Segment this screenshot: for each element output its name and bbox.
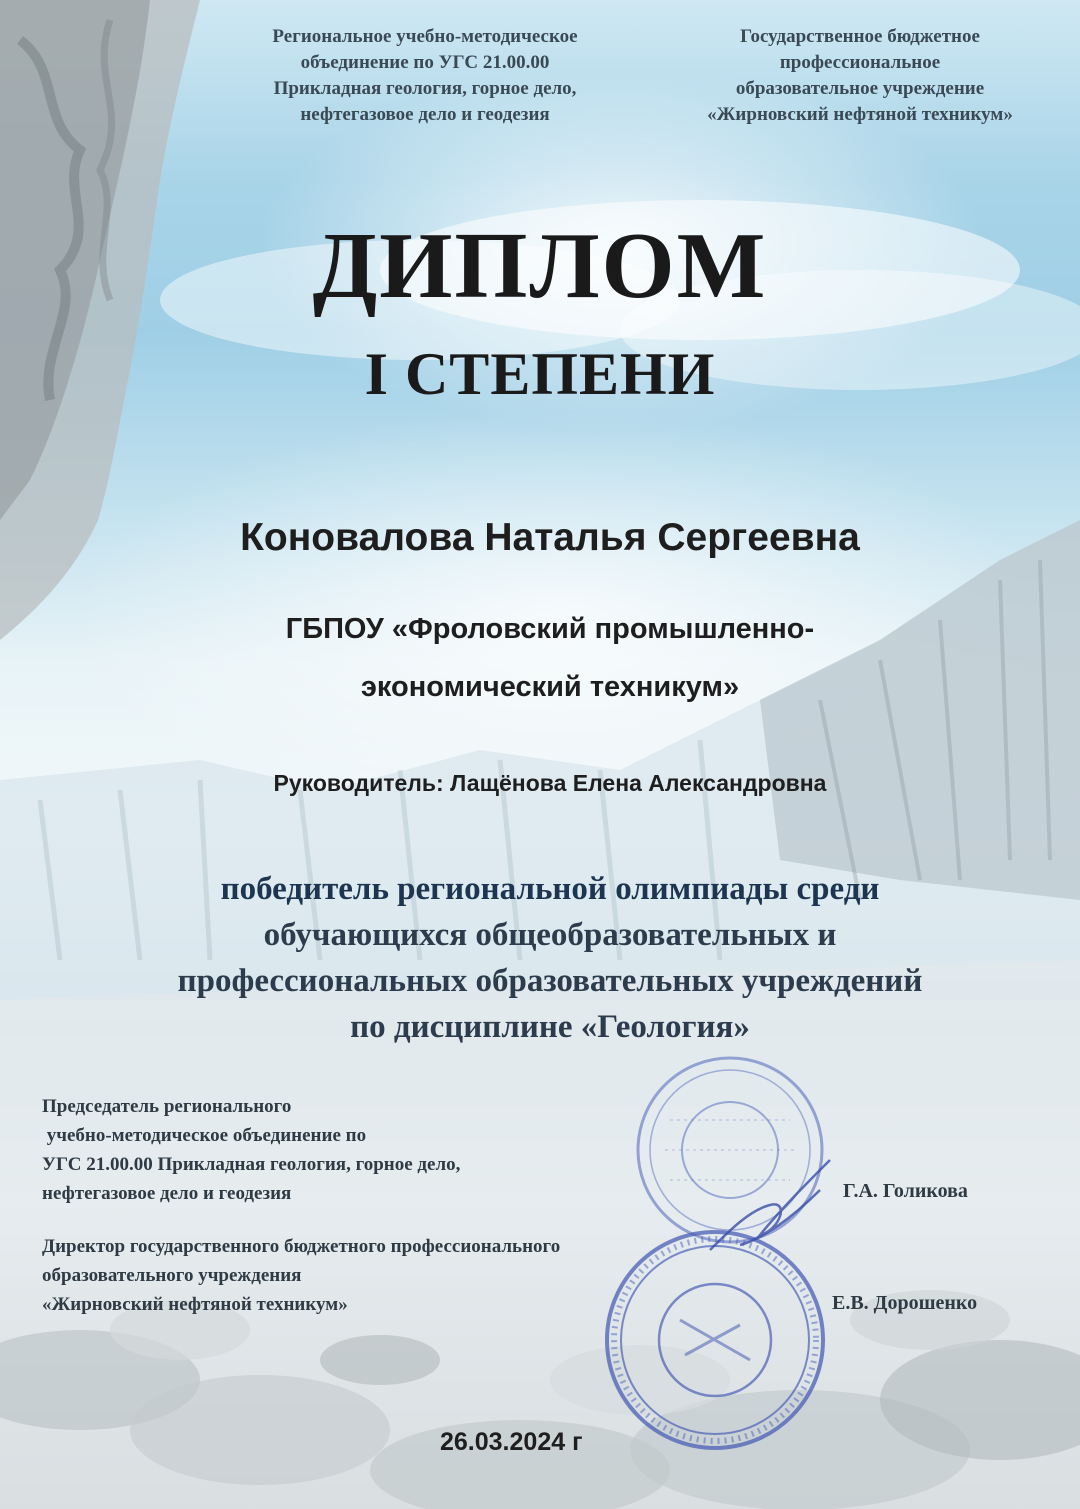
handwritten-signature	[700, 1150, 840, 1270]
header-left-line: объединение по УГС 21.00.00	[300, 52, 550, 73]
header-right-line: образовательное учреждение	[735, 78, 985, 99]
signature-block-chairman	[42, 1092, 460, 1208]
signature-name: Е.В. Дорошенко	[832, 1292, 978, 1314]
signature-role-line: Директор государственного бюджетного профессионального	[42, 1236, 561, 1257]
diploma-degree: I СТЕПЕНИ	[364, 341, 716, 407]
recipient-name: Коновалова Наталья Сергеевна	[240, 516, 860, 559]
recipient-organization	[0, 600, 1080, 716]
header-right-block	[680, 24, 1040, 128]
award-line: победитель региональной олимпиады среди	[220, 871, 880, 907]
signature-role-line: «Жирновский нефтяной техникум»	[42, 1294, 348, 1315]
header-right-line: Государственное бюджетное	[740, 26, 980, 47]
issue-date: 26.03.2024 г	[440, 1428, 583, 1456]
signature-name: Г.А. Голикова	[843, 1180, 968, 1202]
signature-role-line: нефтегазовое дело и геодезия	[42, 1183, 292, 1204]
signature-role-line: УГС 21.00.00 Прикладная геология, горное дело,	[42, 1154, 461, 1175]
signature-role-line: Председатель регионального	[42, 1096, 292, 1117]
header-left-block	[245, 24, 605, 128]
award-line: по дисциплине «Геология»	[350, 1009, 750, 1045]
header-right-line: профессиональное	[779, 52, 941, 73]
organization-line: экономический техникум»	[360, 671, 740, 703]
award-line: профессиональных образовательных учреждений	[177, 963, 923, 999]
header-left-line: нефтегазовое дело и геодезия	[300, 104, 550, 125]
signature-role-line: учебно-методическое объединение по	[42, 1125, 367, 1146]
header-left-line: Прикладная геология, горное дело,	[273, 78, 577, 99]
organization-line: ГБПОУ «Фроловский промышленно-	[285, 613, 815, 645]
diploma-title: ДИПЛОМ	[312, 214, 768, 318]
signature-block-director	[42, 1232, 560, 1319]
award-text	[0, 866, 1080, 1050]
signature-role-line: образовательного учреждения	[42, 1265, 302, 1286]
supervisor-line: Руководитель: Лащёнова Елена Александровна	[273, 770, 827, 796]
header-left-line: Региональное учебно-методическое	[272, 26, 578, 47]
header-right-line: «Жирновский нефтяной техникум»	[707, 104, 1013, 125]
award-line: обучающихся общеобразовательных и	[263, 917, 837, 953]
